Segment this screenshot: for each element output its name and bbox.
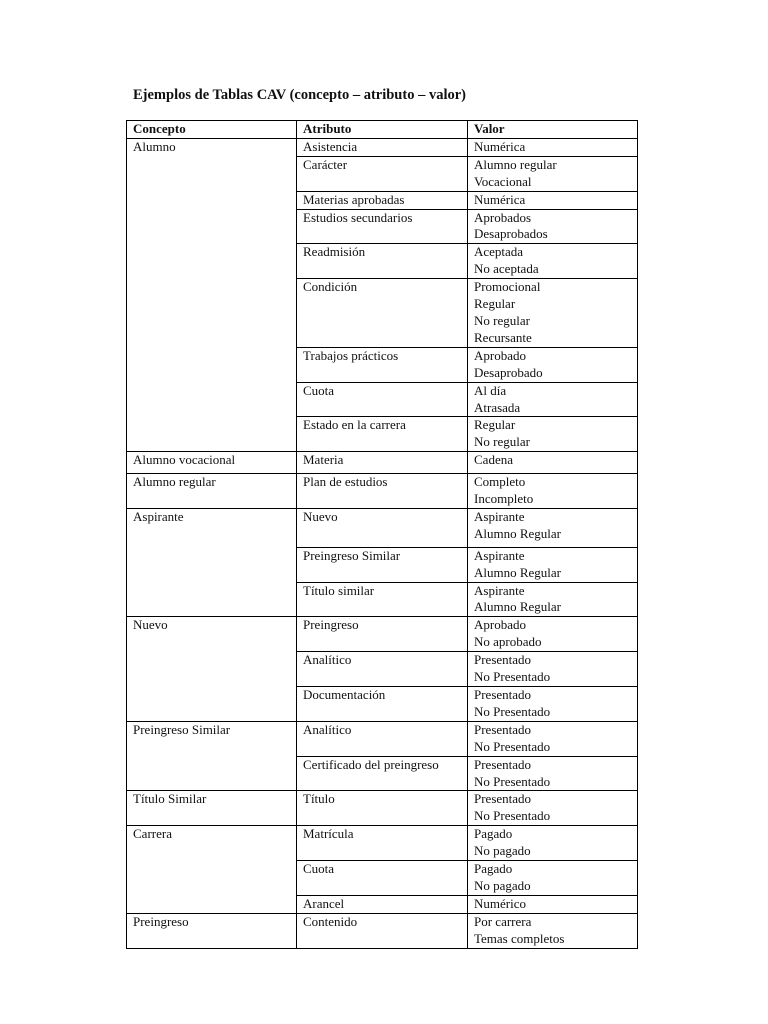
cav-table — [126, 120, 638, 949]
attribute-cell: Readmisión — [297, 244, 468, 279]
table-row — [127, 721, 638, 756]
value-item: No Presentado — [474, 808, 551, 824]
value-item: Cadena — [474, 452, 513, 468]
table-row — [127, 617, 638, 652]
concept-cell: Preingreso — [127, 913, 297, 948]
attribute-cell: Matrícula — [297, 826, 468, 861]
concept-cell: Carrera — [127, 826, 297, 914]
value-cell — [468, 756, 638, 791]
value-cell — [468, 156, 638, 191]
attribute-cell: Analítico — [297, 652, 468, 687]
value-item: No aceptada — [474, 261, 539, 277]
value-item: Presentado — [474, 687, 532, 702]
value-item: Recursante — [474, 329, 532, 345]
value-cell — [468, 826, 638, 861]
concept-cell: Alumno regular — [127, 474, 297, 509]
value-cell — [468, 791, 638, 826]
value-item: No Presentado — [474, 738, 551, 754]
value-item: No Presentado — [474, 669, 551, 685]
value-cell — [468, 547, 638, 582]
value-item: No pagado — [474, 843, 531, 859]
value-item: Presentado — [474, 652, 532, 668]
value-item: Por carrera — [474, 913, 532, 929]
value-item: Temas completos — [474, 930, 565, 946]
value-item: Alumno Regular — [474, 564, 562, 580]
value-item: Al día — [474, 382, 507, 398]
value-item: Aprobados — [474, 209, 532, 225]
value-item: Regular — [474, 296, 516, 312]
value-item: No aprobado — [474, 634, 542, 650]
value-cell — [468, 617, 638, 652]
value-item: Presentado — [474, 791, 532, 807]
table-body — [127, 138, 638, 948]
value-item: Alumno Regular — [474, 525, 562, 541]
attribute-cell: Cuota — [297, 861, 468, 896]
value-item: Vocacional — [474, 173, 532, 189]
attribute-cell: Plan de estudios — [297, 474, 468, 509]
attribute-cell: Asistencia — [297, 138, 468, 156]
attribute-cell: Cuota — [297, 382, 468, 417]
value-item: Regular — [474, 417, 516, 433]
value-cell — [468, 913, 638, 948]
attribute-cell: Trabajos prácticos — [297, 347, 468, 382]
table-row — [127, 138, 638, 156]
attribute-cell: Estado en la carrera — [297, 417, 468, 452]
value-item: Desaprobado — [474, 364, 543, 380]
attribute-cell: Condición — [297, 279, 468, 348]
value-cell — [468, 687, 638, 722]
value-item: No pagado — [474, 877, 531, 893]
value-item: Presentado — [474, 756, 532, 772]
value-item: Alumno regular — [474, 156, 557, 172]
table-row — [127, 452, 638, 474]
value-cell — [468, 474, 638, 509]
value-cell — [468, 721, 638, 756]
attribute-cell: Título — [297, 791, 468, 826]
value-item: Atrasada — [474, 399, 521, 415]
header-valor: Valor — [468, 121, 638, 139]
table-row — [127, 474, 638, 509]
attribute-cell: Título similar — [297, 582, 468, 617]
value-item: Aspirante — [474, 508, 525, 524]
attribute-cell: Materias aprobadas — [297, 191, 468, 209]
concept-cell: Nuevo — [127, 617, 297, 721]
value-item: Alumno Regular — [474, 599, 562, 615]
value-item: Pagado — [474, 861, 513, 877]
value-item: Incompleto — [474, 491, 534, 507]
concept-cell: Preingreso Similar — [127, 721, 297, 791]
value-item: No Presentado — [474, 773, 551, 789]
value-item: Aspirante — [474, 582, 525, 598]
value-cell — [468, 508, 638, 547]
value-cell — [468, 652, 638, 687]
value-cell — [468, 895, 638, 913]
attribute-cell: Materia — [297, 452, 468, 474]
attribute-cell: Certificado del preingreso — [297, 756, 468, 791]
table-row — [127, 791, 638, 826]
value-item: Promocional — [474, 279, 541, 295]
value-cell — [468, 279, 638, 348]
value-cell — [468, 138, 638, 156]
value-item: Aspirante — [474, 547, 525, 563]
value-item: Numérica — [474, 138, 526, 154]
attribute-cell: Estudios secundarios — [297, 209, 468, 244]
value-item: Aceptada — [474, 244, 524, 260]
concept-cell: Alumno — [127, 138, 297, 451]
value-cell — [468, 244, 638, 279]
attribute-cell: Contenido — [297, 913, 468, 948]
value-item: Numérico — [474, 895, 526, 911]
value-item: Pagado — [474, 826, 513, 842]
attribute-cell: Analítico — [297, 721, 468, 756]
value-cell — [468, 452, 638, 474]
value-item: No regular — [474, 434, 530, 450]
value-item: No Presentado — [474, 703, 551, 719]
header-row — [127, 121, 638, 139]
header-concepto: Concepto — [127, 121, 297, 139]
value-item: Aprobado — [474, 617, 526, 633]
page-title: Ejemplos de Tablas CAV (concepto – atributo – valor) — [133, 87, 466, 103]
attribute-cell: Preingreso Similar — [297, 547, 468, 582]
value-item: Numérica — [474, 191, 526, 207]
attribute-cell: Documentación — [297, 687, 468, 722]
attribute-cell: Arancel — [297, 895, 468, 913]
value-item: Aprobado — [474, 347, 526, 363]
value-item: Presentado — [474, 721, 532, 737]
value-cell — [468, 382, 638, 417]
value-cell — [468, 191, 638, 209]
value-cell — [468, 861, 638, 896]
value-cell — [468, 582, 638, 617]
table-row — [127, 508, 638, 547]
table-header — [127, 121, 638, 139]
value-cell — [468, 417, 638, 452]
value-cell — [468, 209, 638, 244]
attribute-cell: Preingreso — [297, 617, 468, 652]
table-row — [127, 913, 638, 948]
header-atributo: Atributo — [297, 121, 468, 139]
value-item: Completo — [474, 474, 526, 490]
concept-cell: Título Similar — [127, 791, 297, 826]
attribute-cell: Carácter — [297, 156, 468, 191]
attribute-cell: Nuevo — [297, 508, 468, 547]
value-item: Desaprobados — [474, 226, 548, 242]
value-cell — [468, 347, 638, 382]
table-row — [127, 826, 638, 861]
concept-cell: Aspirante — [127, 508, 297, 616]
concept-cell: Alumno vocacional — [127, 452, 297, 474]
value-item: No regular — [474, 312, 530, 328]
